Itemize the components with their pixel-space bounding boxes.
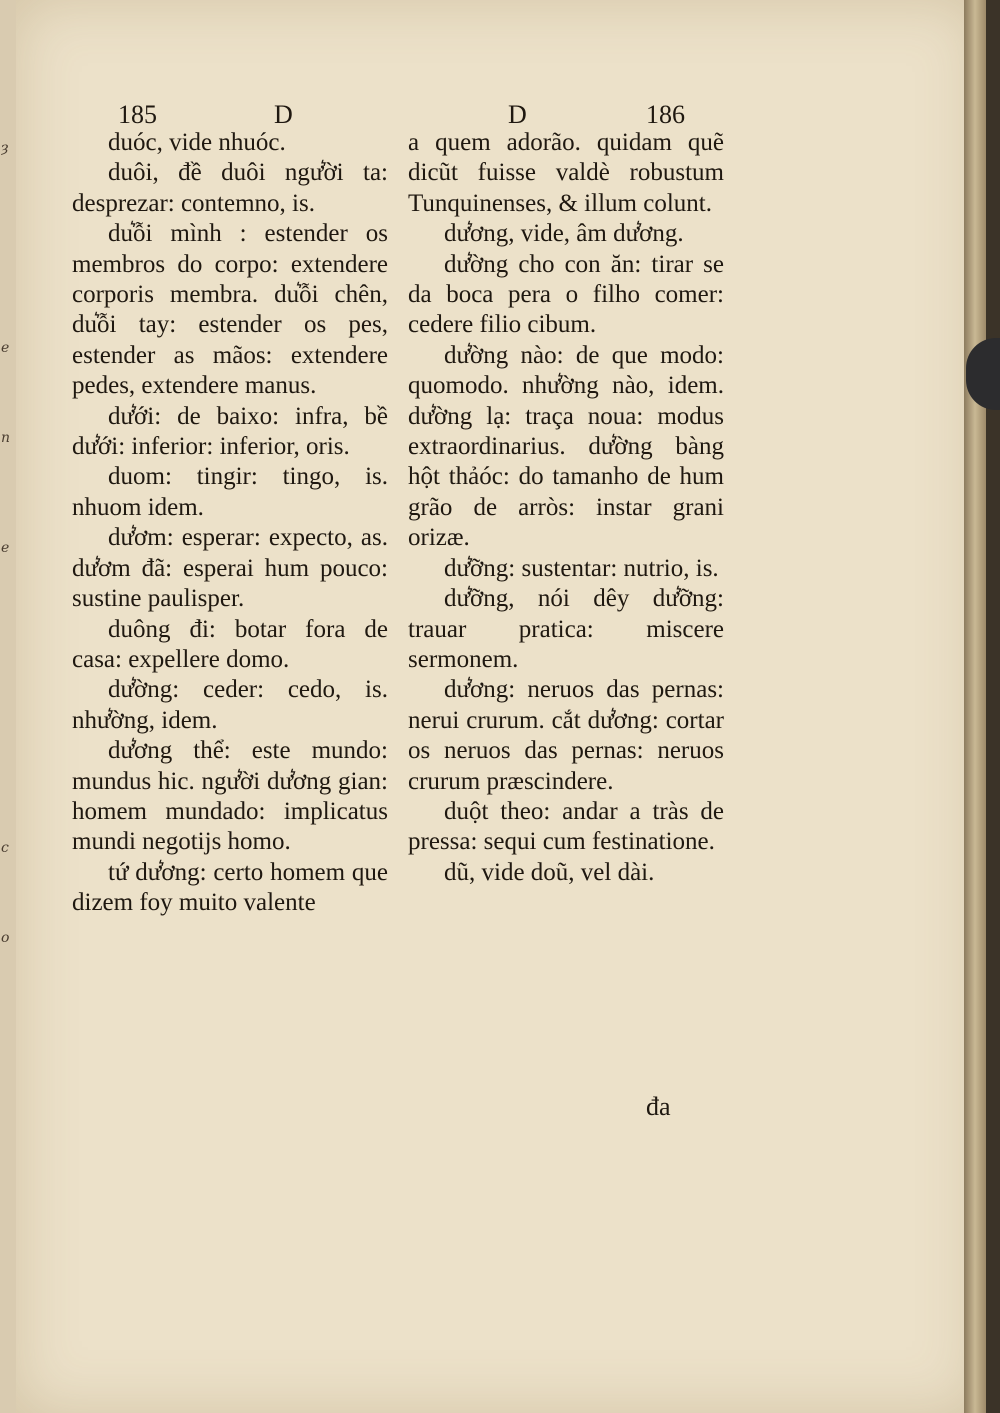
- dictionary-entry: dư͛ờng: ceder: cedo, is. như͛ờng, idem.: [72, 676, 388, 734]
- page-edge: [964, 0, 986, 1413]
- dictionary-entry: dư͛ỡng, nói dêy dư͛ỡng: trauar pratica: miscere sermonem.: [408, 585, 724, 673]
- dictionary-entry: duóc, vide nhuóc.: [108, 129, 286, 156]
- dictionary-entry: duông đi: botar fora de casa: expellere domo.: [72, 615, 388, 673]
- bleed-glyph: c: [1, 840, 9, 856]
- dictionary-entry: dư͛ờng cho con ăn: tirar se da boca pera o filho comer: cedere filio cibum.: [408, 250, 724, 339]
- dictionary-entry: dư͛ờng nào: de que modo: quomodo. như͛ờng nào, idem. dư͛ờng lạ: traça noua: modus extraordinarius. dư͛ờng bàng hột thảóc: do tamanho de hum grão de arròs: instar grani orizæ.: [408, 341, 724, 552]
- dictionary-entry: tứ dư͛ơng: certo homem que dizem foy muito valente: [72, 858, 388, 917]
- page-number-left: 185: [118, 100, 157, 129]
- dictionary-entry: dư͛ơm: esperar: expecto, as. dư͛ơm đã: esperai hum pouco: sustine paulisper.: [72, 524, 388, 613]
- previous-page-edge: [0, 0, 16, 1413]
- dictionary-entry: dư͛ới: de baixo: infra, bề dư͛ới: inferior: inferior, oris.: [72, 402, 388, 461]
- right-column: [408, 128, 724, 888]
- left-column: [72, 128, 388, 919]
- header-letter-left: D: [274, 100, 293, 129]
- bleed-glyph: e: [1, 540, 10, 556]
- dictionary-entry: dũ, vide doũ, vel dài.: [444, 858, 655, 886]
- bleed-glyph: o: [1, 930, 10, 946]
- dictionary-entry: dư͛ơng, vide, âm dư͛ơng.: [444, 220, 684, 248]
- dictionary-entry: dư͛ơng thể: este mundo: mundus hic. ngư͛ời dư͛ơng gian: homem mundado: implicatus mundi negotijs homo.: [72, 737, 388, 856]
- header-letter-right: D: [508, 100, 527, 129]
- bleed-glyph: e: [1, 340, 10, 356]
- dictionary-entry: duom: tingir: tingo, is. nhuom idem.: [72, 463, 388, 521]
- dictionary-entry: duột theo: andar a tràs de pressa: sequi cum festinatione.: [408, 797, 724, 856]
- dictionary-entry: duôi, đề duôi ngư͛ời ta: desprezar: contemno, is.: [72, 159, 388, 217]
- page-number-right: 186: [646, 100, 685, 129]
- dictionary-entry: dư͛ơng: neruos das pernas: nerui crurum. cắt dư͛ơng: cortar os neruos das pernas: neruos crurum præscindere.: [408, 676, 724, 795]
- dictionary-entry: du͛ỗi mình : estender os membros do corpo: extendere corporis membra. du͛ỗi chên, du͛ỗi tay: estender os pes, estender as mãos: extendere pedes, extendere manus.: [72, 220, 388, 400]
- bleed-glyph: n: [1, 430, 11, 446]
- dictionary-entry: dư͛ỡng: sustentar: nutrio, is.: [444, 554, 719, 582]
- catchword: đa: [646, 1092, 671, 1121]
- bleed-glyph: ȝ: [1, 140, 9, 156]
- dictionary-entry-continued: a quem adorão. quidam quẽ dicũt fuisse valdè robustum Tunquinenses, & illum colunt.: [408, 129, 724, 217]
